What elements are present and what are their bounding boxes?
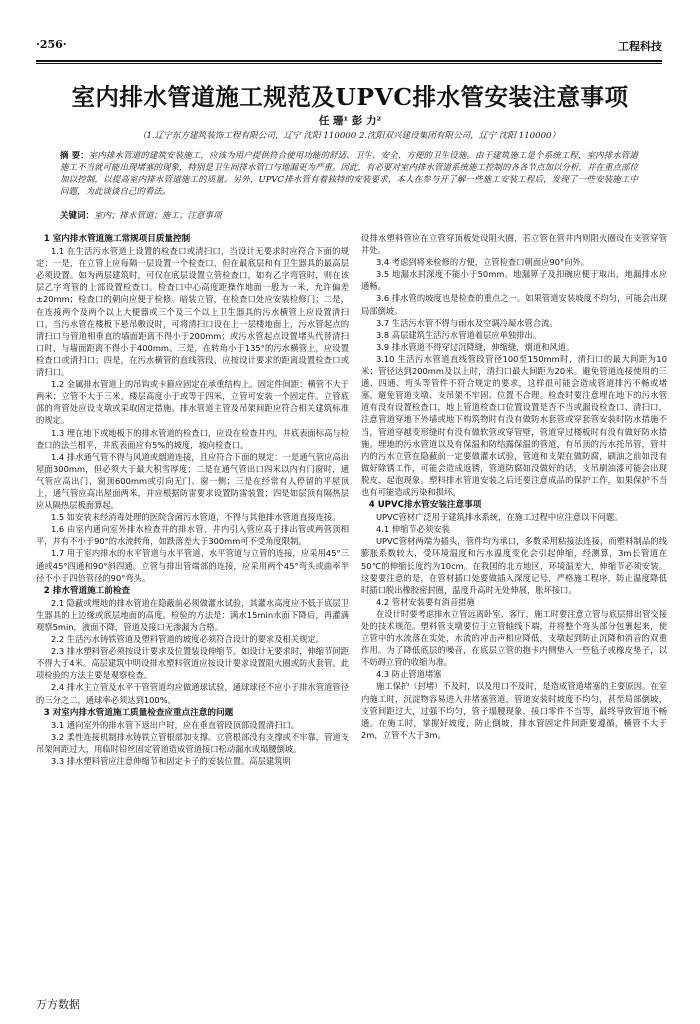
paragraph: 3.10 生活污水管道直线管段管径100至150mm时，清扫口的最大间距为10米；管径达到200mm及以上时，清扫口最大间距为20米。避免管道连接使用的三通、四通、弯头等管件不符合规定的要求，这样很可能会造成管道排污不畅或堵塞。避免管道支墩、支吊架不牢固、位置不合理。检查时要注意埋在地下的污水管道有没有设置检查口，地上管道检查口位置设置是否不当或漏设检查口、清扫口，注意管道穿地下外墙或地下构筑物时有没有做防水套管或穿套管安装时防水措施不当，管道穿越变形缝时有没有做软管或穿管壁，管道穿过楼板时有没有做好防水措施。埋地的污水管道以及有保温和防结露保温的管道，有吊顶的污水托吊管，管井内的污水立管在隐蔽前一定要做灌水试验，管道和支架在做防腐，刷油之前如没有做好除锈工作，可能会造成返锈，管道防腐如没做好的话，支吊刷油漆可能会出现脱皮、起泡现象。塑料排水管道安装之后还要注意成品的保护工作，如果保护不当也有可能造成污染和损坏。: [361, 353, 667, 497]
article-title: 室内排水管道施工规范及UPVC排水管安装注意事项: [71, 83, 629, 111]
paragraph: 3.8 高层建筑生活污水管道着层应单独排出。: [375, 329, 542, 340]
keywords: [60, 210, 638, 222]
running-head: [36, 38, 662, 56]
keywords-label: 关键词：: [60, 211, 95, 221]
paragraph: 4.3 防止管道堵塞: [375, 669, 442, 680]
paragraph: 在设计时要考虑排水立管远离卧室、客厅，施工时要注意立管与底层排出管交接处的技术规范。塑料管支墩要位于立管轴线下端，并将整个弯头部分包裹起来，使立管中的水流落在实处，水流的冲击声相应降低，支墩起到防止沉降和消音的双重作用。为了降低底层的噪音，在底层立管的抱卡内侧垫入一些毡子或橡皮垫子，以不妨碍立管的收缩为准。: [361, 608, 667, 668]
paragraph: 2.2 生活污水铸铁管道及塑料管道的坡度必须符合设计的要求及相关规定。: [50, 634, 324, 645]
keywords-text: 室内；排水管道；施工；注意事项: [94, 211, 222, 221]
paragraph: 1.5 如安装未经消毒处理的医院含菌污水管道，不得与其他排水管道直接连接。: [50, 512, 341, 523]
paragraph: 1.2 金属排水管道上的吊钩或卡箍应固定在承重结构上。固定件间距：横管不大于两米；立管不大于三米。楼层高度小于或等于四米，立管可安装一个固定件。立管底部的弯管处应设支墩或采取固定措施。排水管道主管及吊架间距应符合相关建筑标准的规定。: [36, 379, 349, 426]
affiliations: （1.辽宁东方建筑装饰工程有限公司，辽宁 沈阳 110000 2.沈阳双兴建设集团有限公司，辽宁 沈阳 110000）: [137, 131, 561, 141]
paragraph: 4.1 伸缩节必须安装: [375, 524, 450, 535]
abstract: [60, 150, 638, 198]
paragraph: 2.3 排水塑料管必须按设计要求及位置装设伸缩节。如设计无要求时，伸缩节间距不得大于4米。高层建筑中明设排水塑料管道应按设计要求设置阻火圈或防火套管。此项检验的方法主要是观察检查。: [36, 646, 349, 681]
abstract-text: 室内排水管道的建筑安装施工，应该为用户提供符合使用功能的舒适、卫生、安全、方便的卫生设施。由于建筑施工是个系统工程，室内排水管道施工不当就可能出现堵塞的现象，特别是卫生间排水管口与地漏更为严重。因此，有必要对室内排水管道系统施工控制的各各节点加以分析，并在重点部位加以控制，以提高室内排水管道施工的质量。另外，UPVC排水管有着独特的安装要求，本人在参与开了解一些施工安装工程后，发现了一些安装施工中问题，为此谈谈自己的看法。: [60, 151, 639, 197]
authors: 任 珊¹ 彭 力²: [318, 115, 382, 127]
paragraph: 1.6 由室内通向室外排水检查井的排水管，井内引入管应高于排出管或两管顶相平，并有不小于90°的水流转角，如跌落差大于300mm可不受角度限制。: [36, 524, 349, 547]
paragraph: 1.7 用于室内排水的水平管道与水平管道、水平管道与立管的连接，应采用45°三通或45°四通和90°斜四通。立管与排出管端部的连接，应采用两个45°弯头或曲率半径不小于四倍管径的90°弯头。: [36, 548, 349, 583]
paragraph: 1.1 在生活污水管道上设置的检查口或清扫口，当设计无要求时应符合下面的规定：一是，在立管上应每隔一层设置一个检查口，但在最底层和有卫生器具的最高层必须设置。如为两层建筑时，可仅在底层设置立管检查口，如有乙字弯管时，则在该层乙字弯管的上部设置检查口。检查口中心高度距操作地面一般为一米，允许偏差±20mm；检查口的朝向应便于检修。暗装立管，在检查口处应安装检修门；二是，在连接两个及两个以上大便器或三个及三个以上卫生器具的污水横管上应设置清扫口。当污水管在楼板下悬吊敷设时，可将清扫口设在上一层楼地面上，污水管起点的清扫口与管道相垂直的墙面距离不得小于200mm；或污水管起点设置堵头代替清扫口时，与墙面距离不得小于400mm。三是，在转角小于135°的污水横管上，应设置检查口或清扫口；四是，在污水横管的直线管段，应按设计要求的距离设置检查口或清扫口。: [36, 246, 349, 378]
paragraph: 3.4 考虑到将来检修的方便，立管检查口朝面应90°向外。: [375, 257, 590, 268]
paragraph: 1.3 埋在地下或地板下的排水管道的检查口，应设在检查井内。井底表面标高与检查口的法兰相平，井底表面应有5%的坡度，坡向检查口。: [36, 427, 349, 450]
paragraph: 3.3 排水塑料管应注意伸缩节和固定卡子的安装位置。高层建筑明: [50, 756, 291, 767]
paragraph: 设排水塑料管应在立管穿顶板处设阻火圈，若立管在管井内则阻火圈设在支管穿管井处。: [361, 233, 667, 256]
paragraph: 3.7 生活污水管不得与雨水及空调冷凝水管合流。: [375, 317, 558, 328]
paragraph: 3.5 地漏水封深度不能小于50mm。地漏箅子及扣碗应便于取出，地漏排水应通畅。: [361, 269, 667, 292]
paragraph: 2.4 排水主立管及水平干管管道均应做通球试验，通球球径不应小于排水管道管径的三分之二，通球率必须达到100%。: [36, 682, 349, 705]
header-rule-thin: [36, 63, 662, 64]
right-column: [361, 232, 667, 952]
page-number: ·256·: [36, 38, 67, 51]
abstract-label: 摘 要：: [60, 151, 89, 161]
paragraph: 2.1 隐蔽或埋地的排水管道在隐蔽前必须做灌水试验，其灌水高度应不低于底层卫生器具的上边缘或底层地面的高度。检验的方法是：满水15min水面下降后，再灌满观察5min，液面不降，管道及接口无渗漏为合格。: [36, 597, 349, 632]
header-rule: [36, 60, 662, 62]
paragraph: 3.6 排水管的坡度也是检查的重点之一。如果管道安装坡度不均匀，可能会出现局部倒坡。: [361, 293, 667, 316]
section-heading: 2 排水管道施工前检查: [43, 585, 131, 596]
section-heading: 3 对室内排水管道施工质量检查应重点注意的问题: [43, 707, 234, 718]
section-heading: 1 室内排水管道施工常规项目质量控制: [43, 234, 191, 244]
section-heading: 4 UPVC排水管安装注意事项: [368, 500, 482, 511]
paragraph: 3.2 柔性连接机制排水铸铁立管根部加支撑。立管根部没有支撑或不牢靠，管道支吊架间距过大，用临时铅丝固定管道造成管道接口松动漏水或塌腰倒坡。: [36, 731, 349, 754]
paragraph: 1.4 排水通气管不得与风道或烟道连接，且应符合下面的规定：一是通气管应高出屋面300mm，但必须大于最大积雪厚度；二是在通气管出口四米以内有门窗时，通气管应高出门、窗顶600mm或引向无门、窗一侧；三是在经常有人停留的平屋顶上，通气管应高出屋面两米，并应根据防雷要求设置防雷装置；四是如层顶有隔热层应从隔热层板面算起。: [36, 451, 349, 511]
left-column: [36, 232, 349, 952]
paragraph: 3.9 排水管道不得穿过沉降缝，伸缩缝，烟道和风道。: [375, 341, 575, 352]
paragraph: 3.1 通向室外的排水管下返出户时，应在垂直管段顶部设置清扫口。: [50, 719, 300, 730]
journal-name: 工程科技: [618, 40, 662, 53]
paragraph: 施工保护（封堵）不及时，以及甩口不及时，是造成管道堵塞的主要原因。在室内施工时，沉淀物容易进入并堵塞管道，管道安装时坡度不均匀，甚至局部倒坡，支管间距过大，过强不均匀，管子塌腰现象，接口零件不当等，最终导致管道不畅通。在施工时，掌握好坡度，防止倒坡，排水管固定件间距要遵循，横管不大于2m，立管不大于3m。: [361, 681, 667, 740]
footer-watermark: 万方数据: [36, 998, 80, 1011]
paragraph: UPVC管材两端为插头，管件均为承口，多数采用粘接法连接，而塑料制品的线膨胀系数较大，受环境温度和污水温度变化会引起伸缩，经测算，3m长管道在50℃的伸缩长度约为10cm。在我国的北方地区，环境温差大，伸缩节必须安装。这要要注意的是，在管材插口处要做插入深度记号，严格施工程序，防止温度降低时插口脱出橡胶密封圈，温度升高时无处伸展，胀坏接口。: [361, 536, 667, 595]
paragraph: 4.2 管材安装要有消音措施: [375, 596, 475, 607]
paragraph: UPVC管材广泛用于建筑排水系统，在施工过程中应注意以下问题。: [375, 512, 623, 523]
